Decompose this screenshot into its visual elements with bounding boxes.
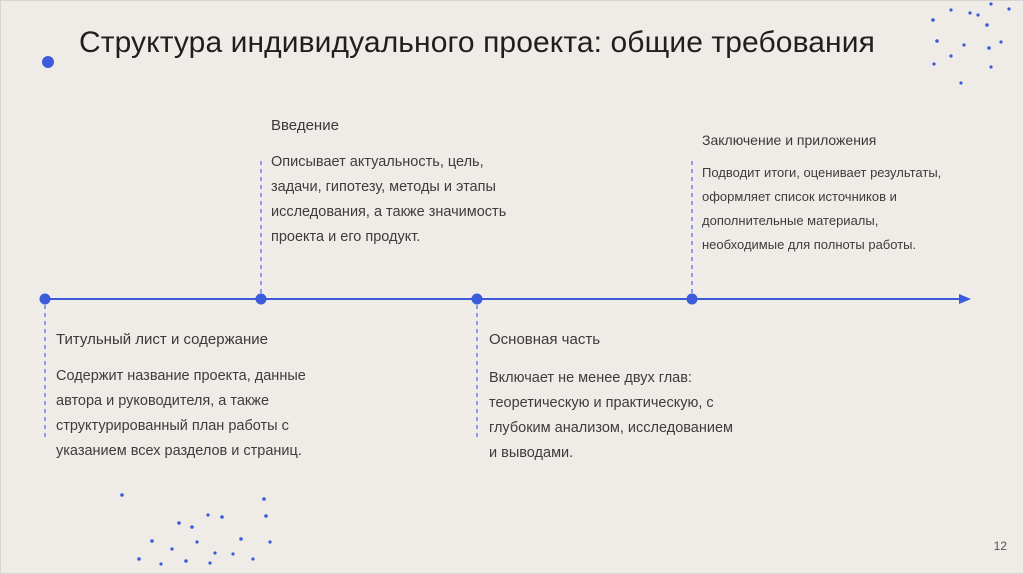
title-page-text: Содержит название проекта, данные автора и руководителя, а также структурированный план работы с указанием всех разделов и страниц. bbox=[56, 368, 306, 459]
intro-text: Описывает актуальность, цель, задачи, гипотезу, методы и этапы исследования, а также значимость проекта и его продукт. bbox=[271, 154, 507, 245]
timeline-node-conclusion bbox=[687, 294, 698, 305]
timeline-node-title-page bbox=[40, 294, 51, 305]
slide-title: Структура индивидуального проекта: общие требования bbox=[79, 26, 875, 59]
timeline-arrow-icon bbox=[959, 294, 971, 304]
page-number: 12 bbox=[993, 539, 1007, 553]
conclusion-text: Подводит итоги, оценивает результаты, оформляет список источников и дополнительные материалы, необходимые для полноты работы. bbox=[702, 165, 942, 252]
main-part-text: Включает не менее двух глав: теоретическую и практическую, с глубоким анализом, исследованием и выводами. bbox=[489, 370, 734, 461]
timeline-node-intro bbox=[256, 294, 267, 305]
timeline-node-main-part bbox=[472, 294, 483, 305]
intro-heading: Введение bbox=[271, 117, 339, 134]
title-page-heading: Титульный лист и содержание bbox=[56, 331, 268, 348]
conclusion-heading: Заключение и приложения bbox=[702, 132, 877, 148]
timeline bbox=[1, 1, 1023, 573]
main-part-heading: Основная часть bbox=[489, 331, 601, 348]
